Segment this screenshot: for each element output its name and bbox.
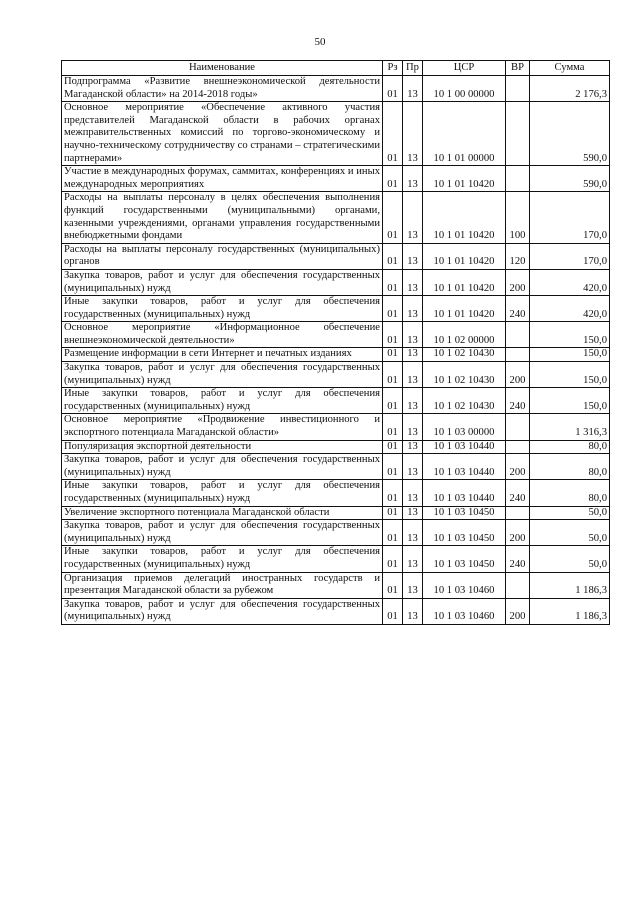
row-sum: 150,0 [530,388,610,414]
table-row [62,166,610,192]
row-rz: 01 [383,546,403,572]
row-name: Расходы на выплаты персоналу государственных (муниципальных) органов [62,243,383,269]
row-rz: 01 [383,520,403,546]
row-name: Закупка товаров, работ и услуг для обеспечения государственных (муниципальных) нужд [62,269,383,295]
row-sum: 80,0 [530,480,610,506]
row-vr: 200 [506,362,530,388]
row-vr [506,440,530,454]
page-number: 50 [314,36,326,48]
row-sum: 420,0 [530,296,610,322]
row-sum: 1 186,3 [530,598,610,624]
row-csr: 10 1 03 10440 [423,454,506,480]
row-pr: 13 [403,322,423,348]
row-pr: 13 [403,454,423,480]
row-vr: 240 [506,296,530,322]
table-row [62,192,610,243]
table-header-row [62,61,610,76]
table-row [62,269,610,295]
budget-table [61,60,610,625]
row-pr: 13 [403,166,423,192]
table-row [62,480,610,506]
row-name: Иные закупки товаров, работ и услуг для обеспечения государственных (муниципальных) нужд [62,388,383,414]
table-row [62,454,610,480]
header-name: Наименование [62,61,383,76]
row-vr: 200 [506,520,530,546]
table-row [62,102,610,166]
row-csr: 10 1 01 10420 [423,192,506,243]
row-csr: 10 1 03 10450 [423,506,506,520]
row-name: Основное мероприятие «Информационное обеспечение внешнеэкономической деятельности» [62,322,383,348]
row-rz: 01 [383,76,403,102]
row-rz: 01 [383,269,403,295]
row-vr: 100 [506,192,530,243]
row-sum: 50,0 [530,520,610,546]
header-vr: ВР [506,61,530,76]
table-row [62,76,610,102]
row-csr: 10 1 01 00000 [423,102,506,166]
row-csr: 10 1 03 10460 [423,598,506,624]
row-pr: 13 [403,348,423,362]
row-vr [506,166,530,192]
row-sum: 420,0 [530,269,610,295]
row-sum: 80,0 [530,440,610,454]
row-sum: 590,0 [530,102,610,166]
row-csr: 10 1 03 10440 [423,480,506,506]
row-csr: 10 1 01 10420 [423,243,506,269]
row-vr: 240 [506,480,530,506]
row-sum: 80,0 [530,454,610,480]
row-rz: 01 [383,572,403,598]
row-pr: 13 [403,440,423,454]
row-name: Основное мероприятие «Обеспечение активного участия представителей Магаданской области в рабочих органах межправительственных комиссий по торгово-экономическому и научно-техническому сотрудничеству со странами – стратегическими партнерами» [62,102,383,166]
row-sum: 1 186,3 [530,572,610,598]
row-vr [506,414,530,440]
row-csr: 10 1 03 00000 [423,414,506,440]
row-pr: 13 [403,480,423,506]
table-row [62,348,610,362]
row-pr: 13 [403,414,423,440]
table-row [62,388,610,414]
table-row [62,520,610,546]
row-vr: 120 [506,243,530,269]
table-row [62,243,610,269]
row-pr: 13 [403,598,423,624]
row-pr: 13 [403,572,423,598]
row-pr: 13 [403,506,423,520]
row-vr: 200 [506,454,530,480]
row-rz: 01 [383,243,403,269]
table-row [62,296,610,322]
row-pr: 13 [403,520,423,546]
row-pr: 13 [403,192,423,243]
table-row [62,362,610,388]
row-name: Закупка товаров, работ и услуг для обеспечения государственных (муниципальных) нужд [62,520,383,546]
row-name: Организация приемов делегаций иностранных государств и презентация Магаданской области за рубежом [62,572,383,598]
row-csr: 10 1 03 10450 [423,520,506,546]
row-rz: 01 [383,414,403,440]
row-rz: 01 [383,192,403,243]
row-csr: 10 1 03 10440 [423,440,506,454]
row-name: Закупка товаров, работ и услуг для обеспечения государственных (муниципальных) нужд [62,362,383,388]
row-rz: 01 [383,322,403,348]
row-csr: 10 1 02 10430 [423,348,506,362]
row-vr [506,322,530,348]
row-name: Иные закупки товаров, работ и услуг для обеспечения государственных (муниципальных) нужд [62,546,383,572]
row-name: Основное мероприятие «Продвижение инвестиционного и экспортного потенциала Магаданской области» [62,414,383,440]
row-vr [506,76,530,102]
row-rz: 01 [383,362,403,388]
table-row [62,598,610,624]
table-row [62,440,610,454]
header-sum: Сумма [530,61,610,76]
row-pr: 13 [403,388,423,414]
row-vr: 200 [506,269,530,295]
row-sum: 150,0 [530,348,610,362]
row-rz: 01 [383,480,403,506]
table-row [62,322,610,348]
row-vr [506,506,530,520]
row-sum: 150,0 [530,362,610,388]
row-name: Размещение информации в сети Интернет и печатных изданиях [62,348,383,362]
row-sum: 50,0 [530,506,610,520]
row-pr: 13 [403,102,423,166]
table-row [62,414,610,440]
row-name: Закупка товаров, работ и услуг для обеспечения государственных (муниципальных) нужд [62,454,383,480]
row-name: Закупка товаров, работ и услуг для обеспечения государственных (муниципальных) нужд [62,598,383,624]
row-vr [506,102,530,166]
row-csr: 10 1 01 10420 [423,269,506,295]
table-row [62,506,610,520]
row-pr: 13 [403,243,423,269]
header-pr: Пр [403,61,423,76]
row-sum: 590,0 [530,166,610,192]
row-sum: 150,0 [530,322,610,348]
row-name: Иные закупки товаров, работ и услуг для обеспечения государственных (муниципальных) нужд [62,296,383,322]
row-name: Увеличение экспортного потенциала Магаданской области [62,506,383,520]
row-csr: 10 1 02 10430 [423,362,506,388]
row-rz: 01 [383,454,403,480]
row-pr: 13 [403,546,423,572]
row-csr: 10 1 00 00000 [423,76,506,102]
row-sum: 1 316,3 [530,414,610,440]
row-csr: 10 1 01 10420 [423,166,506,192]
row-vr [506,348,530,362]
row-sum: 170,0 [530,243,610,269]
row-vr: 200 [506,598,530,624]
row-rz: 01 [383,296,403,322]
row-name: Участие в международных форумах, саммитах, конференциях и иных международных мероприятиях [62,166,383,192]
row-rz: 01 [383,598,403,624]
row-pr: 13 [403,76,423,102]
row-sum: 50,0 [530,546,610,572]
table-row [62,546,610,572]
row-name: Расходы на выплаты персоналу в целях обеспечения выполнения функций государственными (муниципальными) органами, казенными учреждениями, органами управления государственными внебюджетными фондами [62,192,383,243]
row-csr: 10 1 01 10420 [423,296,506,322]
row-rz: 01 [383,102,403,166]
row-name: Подпрограмма «Развитие внешнеэкономической деятельности Магаданской области» на 2014-2018 годы» [62,76,383,102]
row-rz: 01 [383,388,403,414]
row-rz: 01 [383,166,403,192]
row-vr: 240 [506,388,530,414]
row-vr [506,572,530,598]
row-rz: 01 [383,440,403,454]
row-csr: 10 1 02 00000 [423,322,506,348]
row-rz: 01 [383,506,403,520]
row-sum: 2 176,3 [530,76,610,102]
row-pr: 13 [403,362,423,388]
header-csr: ЦСР [423,61,506,76]
header-rz: Рз [383,61,403,76]
row-pr: 13 [403,296,423,322]
row-csr: 10 1 03 10450 [423,546,506,572]
row-sum: 170,0 [530,192,610,243]
row-pr: 13 [403,269,423,295]
row-rz: 01 [383,348,403,362]
row-vr: 240 [506,546,530,572]
row-csr: 10 1 02 10430 [423,388,506,414]
row-csr: 10 1 03 10460 [423,572,506,598]
table-row [62,572,610,598]
row-name: Популяризация экспортной деятельности [62,440,383,454]
row-name: Иные закупки товаров, работ и услуг для обеспечения государственных (муниципальных) нужд [62,480,383,506]
